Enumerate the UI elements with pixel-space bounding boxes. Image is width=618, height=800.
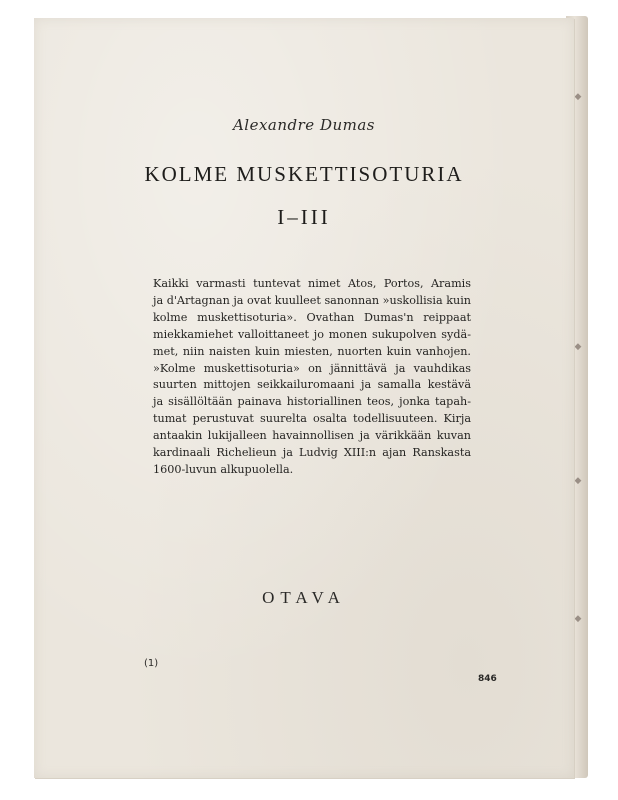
book-title: KOLME MUSKETTISOTURIA bbox=[144, 162, 464, 186]
blurb-line: met, niin naisten kuin miesten, nuorten kuin vanhojen. bbox=[153, 344, 471, 358]
blurb-line: Kaikki varmasti tuntevat nimet Atos, Portos, Aramis bbox=[153, 277, 471, 290]
blurb-line: kardinaali Richelieun ja Ludvig XIII:n ajan Ranskasta bbox=[153, 446, 471, 460]
author-name: Alexandre Dumas bbox=[232, 116, 376, 134]
volume-range: I–III bbox=[277, 205, 331, 229]
blurb-line: »Kolme muskettisoturia» on jännittävä ja vauhdikas bbox=[153, 361, 471, 375]
publisher-name: OTAVA bbox=[262, 588, 346, 607]
print-code-left: (1) bbox=[144, 658, 159, 669]
back-cover bbox=[34, 18, 574, 778]
blurb-line: tumat perustuvat suurelta osalta todellisuuteen. Kirja bbox=[153, 412, 471, 426]
blurb-line: kolme muskettisoturia». Ovathan Dumas'n reippaat bbox=[153, 310, 471, 324]
blurb-line: 1600-luvun alkupuolella. bbox=[153, 462, 294, 476]
blurb-line: miekkamiehet valloittaneet jo monen sukupolven sydä- bbox=[153, 327, 471, 341]
blurb-line: ja d'Artagnan ja ovat kuulleet sanonnan »uskollisia kuin bbox=[153, 293, 471, 307]
spine-ornament-icon: ◆ bbox=[574, 342, 582, 352]
spine-ornament-icon: ◆ bbox=[574, 92, 582, 102]
blurb-paragraph bbox=[153, 276, 471, 479]
blurb-line: antaakin lukijalleen havainnollisen ja värikkään kuvan bbox=[153, 429, 471, 443]
blurb-line: suurten mittojen seikkailuromaani ja samalla kestävä bbox=[153, 378, 471, 392]
spine-ornament-icon: ◆ bbox=[574, 476, 582, 486]
catalog-number: 846 bbox=[478, 674, 497, 684]
spine-ornament-icon: ◆ bbox=[574, 614, 582, 624]
blurb-line: ja sisällöltään painava historiallinen teos, jonka tapah- bbox=[153, 395, 471, 409]
